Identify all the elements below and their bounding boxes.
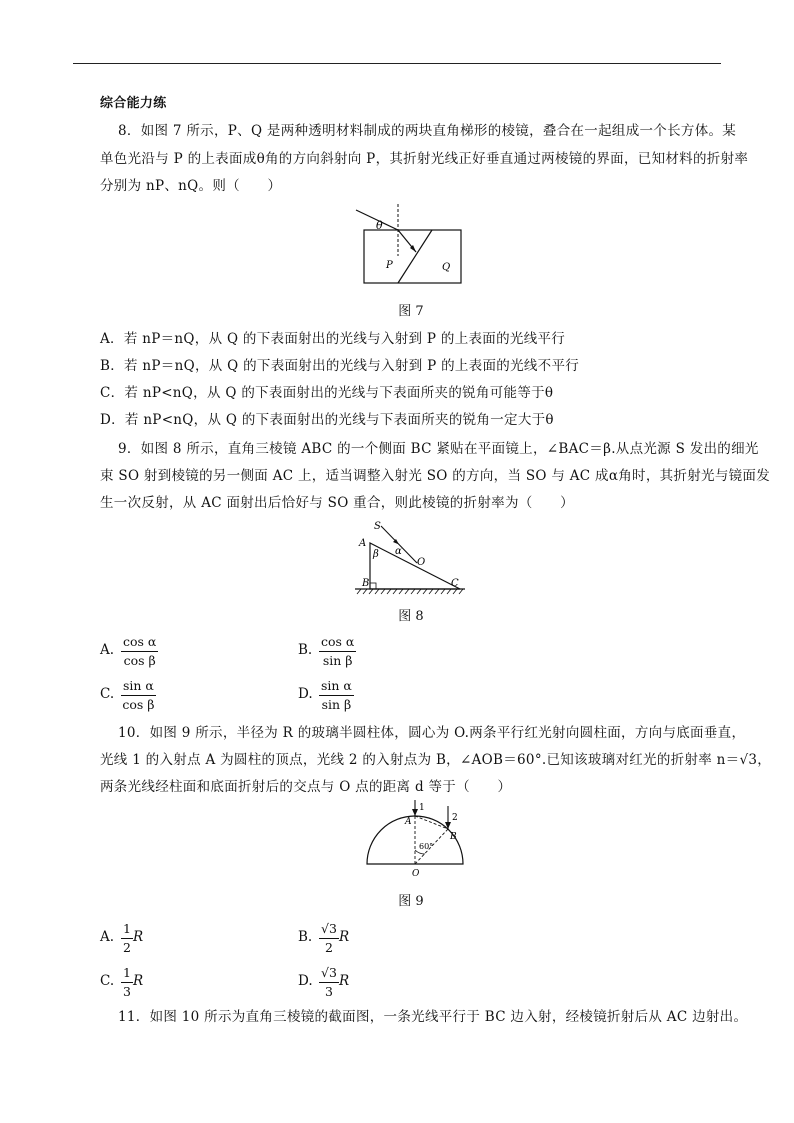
- q10-line-1: 10．如图 9 所示，半径为 R 的玻璃半圆柱体，圆心为 O.两条平行红光射向圆柱面，方向与底面垂直，: [118, 725, 746, 741]
- figure-8-caption: 图 8: [398, 609, 424, 624]
- denominator: 2: [324, 940, 333, 955]
- q10-option-c-label: C.: [100, 973, 115, 989]
- denominator: cos β: [123, 653, 156, 668]
- q8-option-a: A．若 nP＝nQ，从 Q 的下表面射出的光线与入射到 P 的上表面的光线平行: [100, 331, 566, 347]
- figure-8: [345, 515, 475, 597]
- q9-line-2: 束 SO 射到棱镜的另一侧面 AC 上，适当调整入射光 SO 的方向，当 SO 与 AC 成α角时，其折射光与镜面发: [100, 468, 771, 484]
- q10-option-d-r: R: [339, 973, 350, 989]
- q9-option-a-label: A.: [100, 642, 115, 658]
- q8-line-1: 8．如图 7 所示，P、Q 是两种透明材料制成的两块直角梯形的棱镜，叠合在一起组成一个长方体。某: [118, 123, 737, 139]
- q8-option-b: B．若 nP＝nQ，从 Q 的下表面射出的光线与入射到 P 的上表面的光线不平行: [100, 358, 580, 374]
- q10-option-d-fraction: [319, 965, 339, 999]
- label-b: B: [450, 832, 457, 842]
- label-b: B: [362, 578, 370, 589]
- denominator: 3: [324, 984, 333, 999]
- q9-option-a-fraction: [121, 634, 158, 668]
- numerator: √3: [319, 965, 339, 983]
- ray-1-arrowhead: [412, 809, 418, 816]
- mirror-hatching: [357, 589, 463, 594]
- q9-option-c-label: C.: [100, 686, 115, 702]
- label-o: O: [412, 869, 420, 879]
- q9-option-d-fraction: [319, 678, 354, 712]
- numerator: 1: [121, 921, 133, 939]
- label-a: A: [359, 538, 367, 549]
- denominator: sin β: [322, 653, 353, 668]
- label-s: S: [374, 521, 381, 532]
- label-c: C: [451, 578, 459, 589]
- chord-ab: [415, 816, 448, 829]
- q10-line-3: 两条光线经柱面和底面折射后的交点与 O 点的距离 d 等于（ ）: [100, 779, 512, 795]
- q10-option-b-r: R: [339, 929, 350, 945]
- triangle-abc: [370, 543, 460, 589]
- q10-option-c-r: R: [133, 973, 144, 989]
- prism-interface: [398, 230, 432, 283]
- figure-7-caption: 图 7: [398, 304, 424, 319]
- theta-label: θ: [376, 219, 383, 232]
- q10-option-a-r: R: [133, 929, 144, 945]
- denominator: 2: [123, 940, 131, 955]
- q9-option-b-fraction: [319, 634, 356, 668]
- q10-line-2: 光线 1 的入射点 A 为圆柱的顶点，光线 2 的入射点为 B，∠AOB＝60°.已知该玻璃对红光的折射率 n＝√3，: [100, 752, 772, 768]
- figure-7: [350, 200, 470, 288]
- figure-9-caption: 图 9: [398, 894, 424, 909]
- label-beta: β: [373, 549, 379, 560]
- denominator: cos β: [122, 697, 155, 712]
- numerator: cos α: [319, 634, 356, 652]
- prism-rectangle: [364, 230, 461, 283]
- q9-line-3: 生一次反射，从 AC 面射出后恰好与 SO 重合，则此棱镜的折射率为（ ）: [100, 495, 574, 511]
- label-a: A: [405, 817, 412, 827]
- q10-option-c-fraction: [121, 965, 133, 999]
- figure-9: [360, 798, 470, 880]
- denominator: 3: [123, 984, 131, 999]
- q9-option-b-label: B.: [298, 642, 313, 658]
- label-2: 2: [452, 813, 458, 823]
- p-label: P: [386, 260, 393, 271]
- header-rule: [73, 63, 721, 64]
- label-60: 60°: [419, 842, 434, 851]
- q10-option-a-fraction: [121, 921, 133, 955]
- label-o: O: [417, 557, 426, 568]
- label-1: 1: [419, 803, 425, 813]
- label-alpha: α: [395, 546, 402, 557]
- q9-line-1: 9．如图 8 所示，直角三棱镜 ABC 的一个侧面 BC 紧贴在平面镜上，∠BAC＝β.从点光源 S 发出的细光: [118, 441, 759, 457]
- q9-option-d-label: D.: [298, 686, 313, 702]
- right-angle-mark: [370, 583, 376, 589]
- q10-option-b-fraction: [319, 921, 339, 955]
- q-label: Q: [442, 262, 451, 273]
- numerator: √3: [319, 921, 339, 939]
- section-title: 综合能力练: [100, 96, 167, 111]
- q8-line-3: 分别为 nP、nQ。则（ ）: [100, 178, 282, 194]
- q10-option-d-label: D.: [298, 973, 313, 989]
- q11-line-1: 11．如图 10 所示为直角三棱镜的截面图，一条光线平行于 BC 边入射，经棱镜折射后从 AC 边射出。: [118, 1009, 748, 1025]
- numerator: sin α: [121, 678, 156, 696]
- denominator: sin β: [321, 697, 352, 712]
- numerator: sin α: [319, 678, 354, 696]
- q8-line-2: 单色光沿与 P 的上表面成θ角的方向斜射向 P，其折射光线正好垂直通过两棱镜的界面，已知材料的折射率: [100, 151, 749, 167]
- numerator: cos α: [121, 634, 158, 652]
- q10-option-a-label: A.: [100, 929, 115, 945]
- q9-option-c-fraction: [121, 678, 156, 712]
- q8-option-d: D．若 nP<nQ，从 Q 的下表面射出的光线与下表面所夹的锐角一定大于θ: [100, 412, 554, 428]
- q10-option-b-label: B.: [298, 929, 313, 945]
- numerator: 1: [121, 965, 133, 983]
- q8-option-c: C．若 nP<nQ，从 Q 的下表面射出的光线与下表面所夹的锐角可能等于θ: [100, 385, 554, 401]
